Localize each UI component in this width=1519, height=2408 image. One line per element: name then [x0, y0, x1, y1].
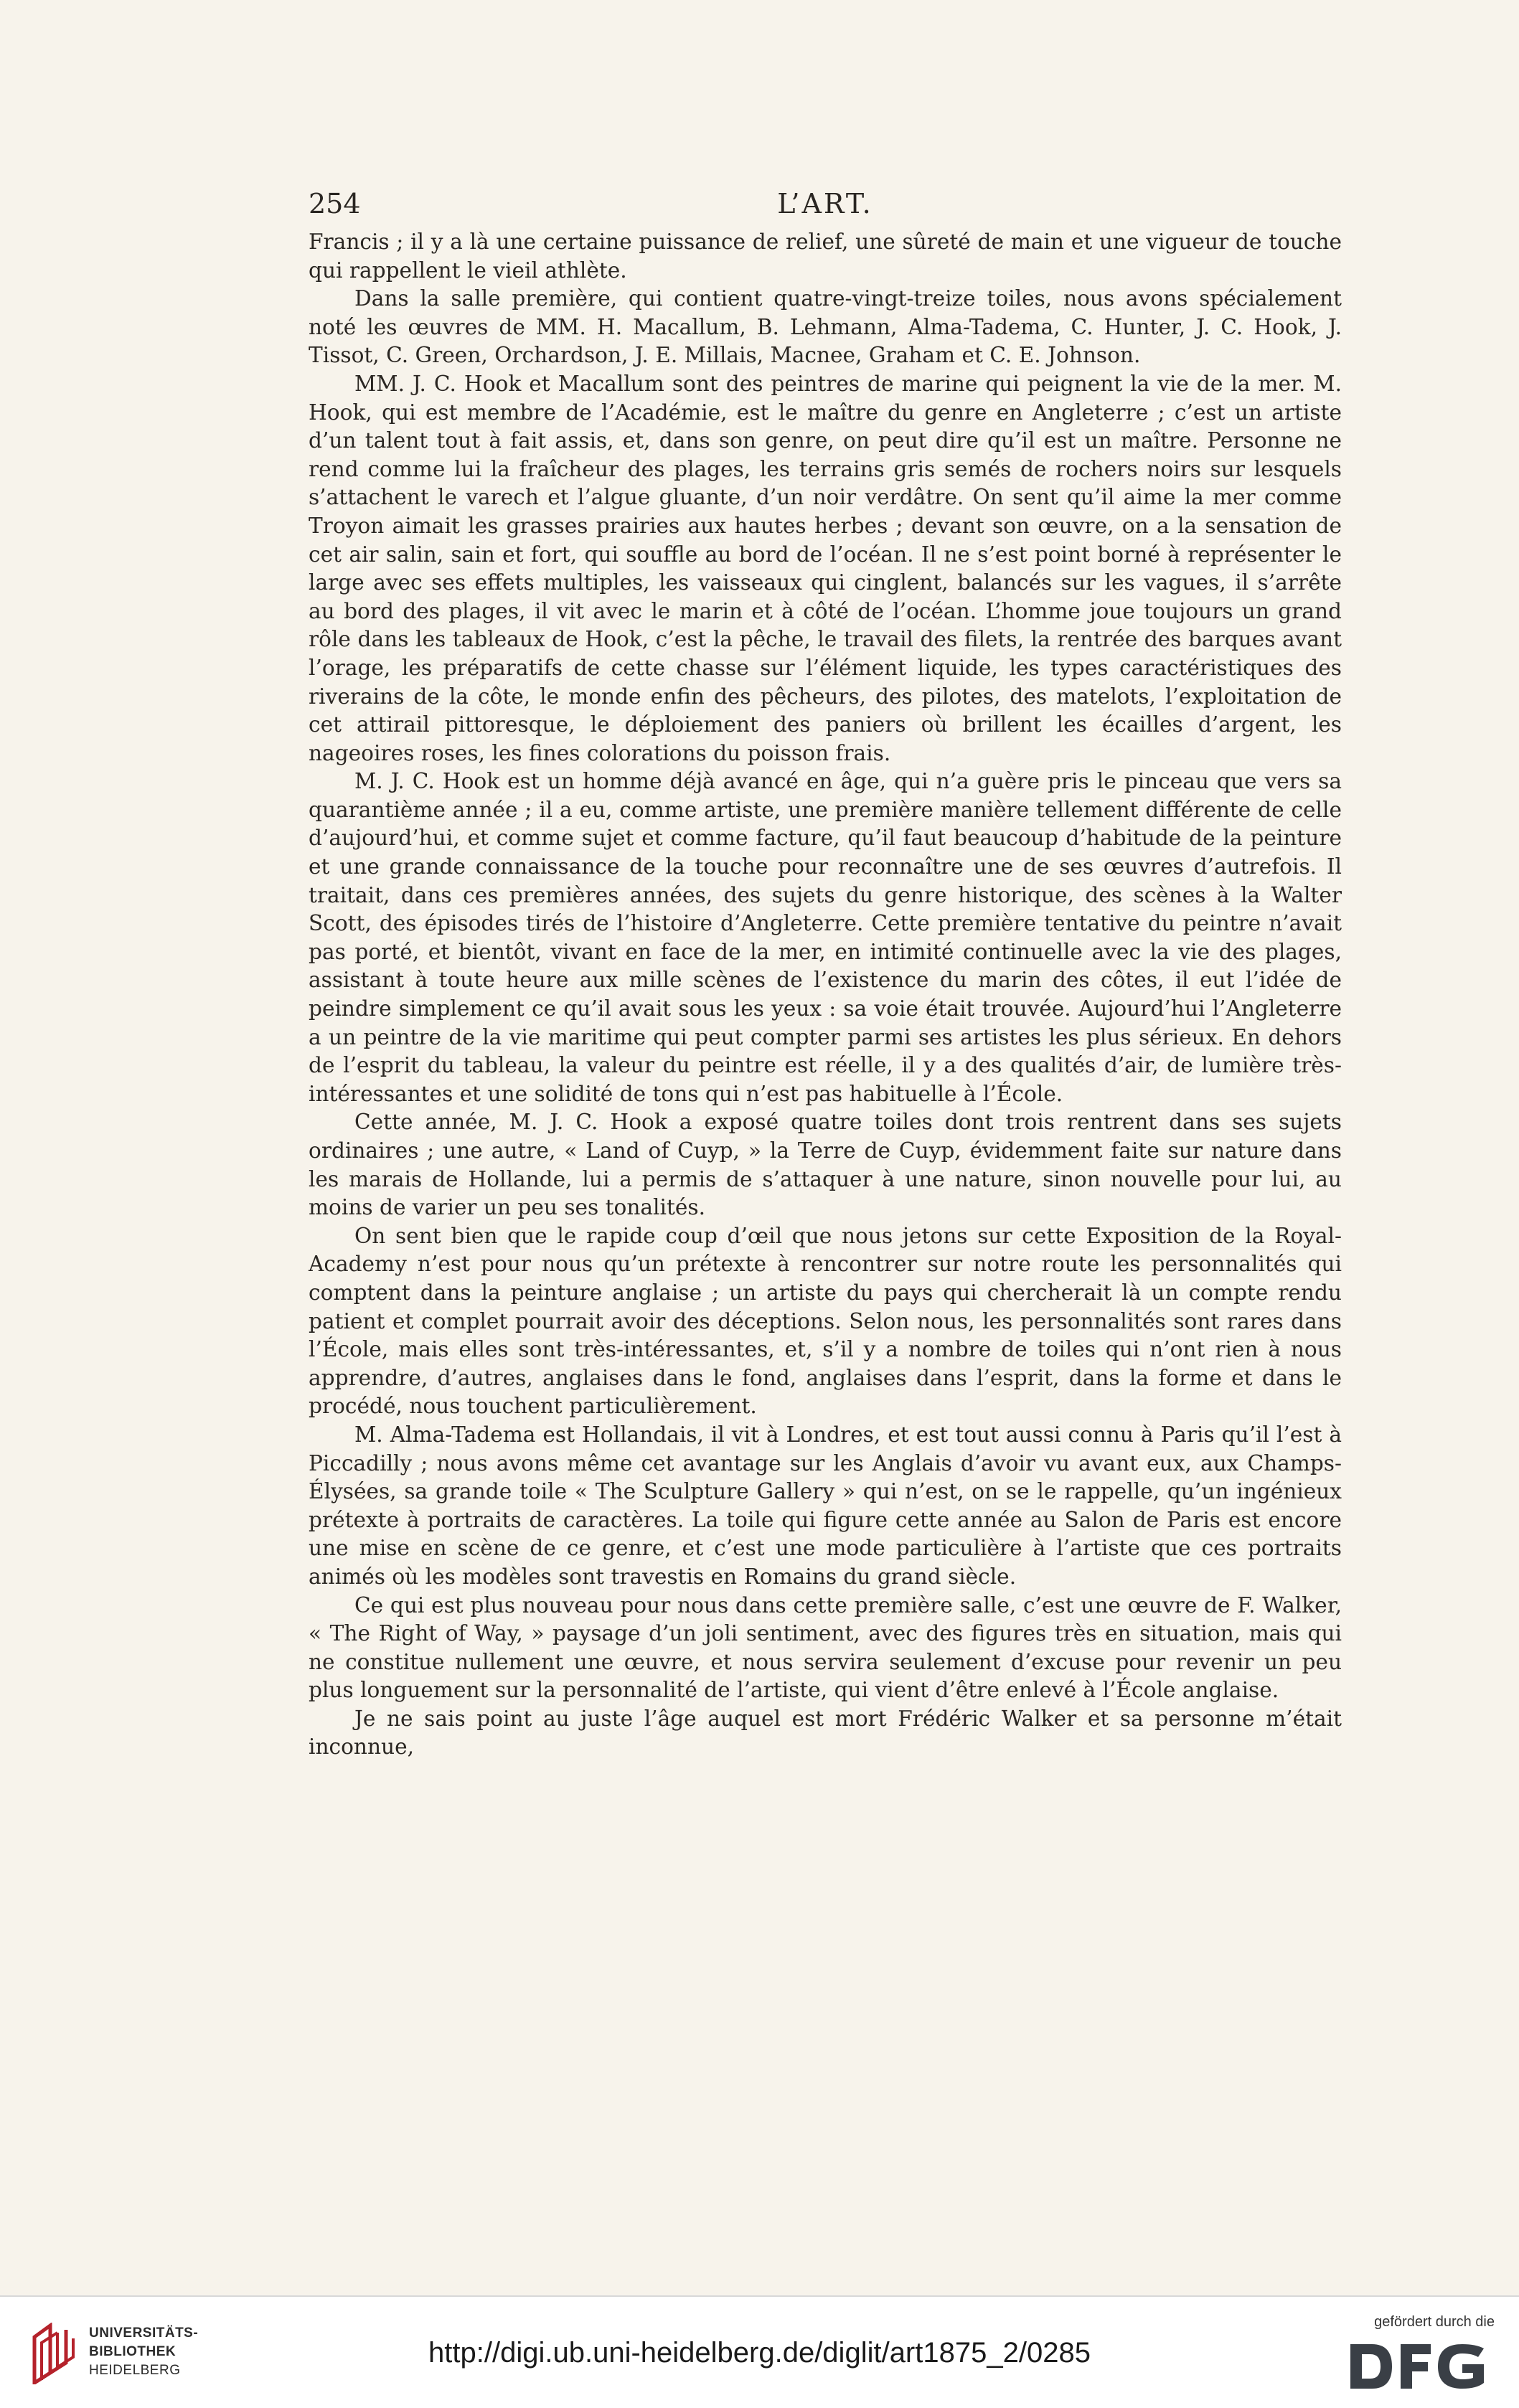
library-name-line2: BIBLIOTHEK	[89, 2344, 177, 2359]
paragraph: Ce qui est plus nouveau pour nous dans cette première salle, c’est une œuvre de F. Walker, « The Right of Way, » paysage d’un joli sentiment, avec des figures très en situation, mais qui ne constitue nullement une œuvre, et nous servira seulement d’excuse pour revenir un peu plus longuement sur la personnalité de l’artiste, qui vient d’être enlevé à l’École anglaise.	[309, 1592, 1342, 1703]
paragraph: Dans la salle première, qui contient quatre-vingt-treize toiles, nous avons spécialement noté les œuvres de MM. H. Macallum, B. Lehmann, Alma-Tadema, C. Hunter, J. C. Hook, J. Tissot, C. Green, Orchardson, J. E. Millais, Macnee, Graham et C. E. Johnson.	[309, 286, 1342, 368]
paragraph: M. Alma-Tadema est Hollandais, il vit à Londres, et est tout aussi connu à Paris qu’il l’est à Piccadilly ; nous avons même cet avantage sur les Anglais d’avoir vu avant eux, aux Champs-Élysées, sa grande toile « The Sculpture Gallery » qui n’est, on se le rappelle, qu’un ingénieux prétexte à portraits de caractères. La toile qui figure cette année au Salon de Paris est encore une mise en scène de ce genre, et c’est une mode particulière à l’artiste que ces portraits animés où les modèles sont travestis en Romains du grand siècle.	[309, 1422, 1342, 1589]
permalink-url[interactable]: http://digi.ub.uni-heidelberg.de/diglit/art1875_2/0285	[428, 2337, 1091, 2369]
paragraph: Francis ; il y a là une certaine puissance de relief, une sûreté de main et une vigueur de touche qui rappellent le vieil athlète.	[309, 230, 1342, 283]
paragraph: Je ne sais point au juste l’âge auquel est mort Frédéric Walker et sa personne m’était inconnue,	[309, 1706, 1342, 1760]
paragraph: Cette année, M. J. C. Hook a exposé quatre toiles dont trois rentrent dans ses sujets ordinaires ; une autre, « Land of Cuyp, » la Terre de Cuyp, évidemment faite sur nature dans les marais de Hollande, lui a permis de s’attaquer à une nature, sinon nouvelle pour lui, au moins de varier un peu ses tonalités.	[309, 1110, 1342, 1220]
sponsor-block[interactable]	[1330, 2311, 1495, 2397]
viewer-footer	[0, 2295, 1519, 2408]
sponsor-label: gefördert durch die	[1374, 2314, 1495, 2330]
page-number: 254	[309, 188, 361, 219]
running-title: L’ART.	[777, 188, 873, 219]
article-body	[309, 228, 1342, 1762]
paragraph: MM. J. C. Hook et Macallum sont des peintres de marine qui peignent la vie de la mer. M. Hook, qui est membre de l’Académie, est le maître du genre en Angleterre ; c’est un artiste d’un talent tout à fait assis, et, dans son genre, on peut dire qu’il est un maître. Personne ne rend comme lui la fraîcheur des plages, les terrains gris semés de rochers noirs sur lesquels s’attachent le varech et l’algue gluante, d’un noir verdâtre. On sent qu’il aime la mer comme Troyon aimait les grasses prairies aux hautes herbes ; devant son œuvre, on a la sensation de cet air salin, sain et fort, qui souffle au bord de l’océan. Il ne s’est point borné à représenter le large avec ses effets multiples, les vaisseaux qui cinglent, balancés sur les vagues, il s’arrête au bord des plages, il vit avec le marin et à côté de l’océan. L’homme joue toujours un grand rôle dans les tableaux de Hook, c’est la pêche, le travail des filets, la rentrée des barques avant l’orage, les préparatifs de cette chasse sur l’élément liquide, les types caractéristiques des riverains de la côte, le monde enfin des pêcheurs, des pilotes, des matelots, l’exploitation de cet attirail pittoresque, le déploiement des paniers où brillent les écailles d’argent, les nageoires roses, les fines colorations du poisson frais.	[309, 371, 1342, 765]
page-header	[309, 188, 1342, 224]
library-name-line3: HEIDELBERG	[89, 2363, 181, 2378]
paragraph: On sent bien que le rapide coup d’œil que nous jetons sur cette Exposition de la Royal-Academy n’est pour nous qu’un prétexte à rencontrer sur notre route les personnalités qui comptent dans la peinture anglaise ; un artiste du pays qui chercherait là un compte rendu patient et complet pourrait avoir des déceptions. Selon nous, les personnalités sont rares dans l’École, mais elles sont très-intéressantes, et, s’il y a nombre de toiles qui n’ont rien à nous apprendre, d’autres, anglaises dans le fond, anglaises dans l’esprit, dans la forme et dans le procédé, nous touchent particulièrement.	[309, 1223, 1342, 1419]
library-name-line1: UNIVERSITÄTS-	[89, 2326, 199, 2341]
dfg-logo-icon	[1348, 2338, 1495, 2394]
paragraph: M. J. C. Hook est un homme déjà avancé en âge, qui n’a guère pris le pinceau que vers sa quarantième année ; il a eu, comme artiste, une première manière tellement différente de celle d’aujourd’hui, et comme sujet et comme facture, qu’il faut beaucoup d’habitude de la peinture et une grande connaissance de la touche pour reconnaître une de ses œuvres d’autrefois. Il traitait, dans ces premières années, des sujets du genre historique, des scènes à la Walter Scott, des épisodes tirés de l’histoire d’Angleterre. Cette première tentative du peintre n’avait pas porté, et bientôt, vivant en face de la mer, en intimité continuelle avec la vie des plages, assistant à toute heure aux mille scènes de l’existence du marin des côtes, il eut l’idée de peindre simplement ce qu’il avait sous les yeux : sa voie était trouvée. Aujourd’hui l’Angleterre a un peintre de la vie maritime qui peut compter parmi ses artistes les plus sérieux. En dehors de l’esprit du tableau, la valeur du peintre est réelle, il y a des qualités d’air, de lumière très-intéressantes et une solidité de tons qui n’est pas habituelle à l’École.	[309, 769, 1342, 1106]
